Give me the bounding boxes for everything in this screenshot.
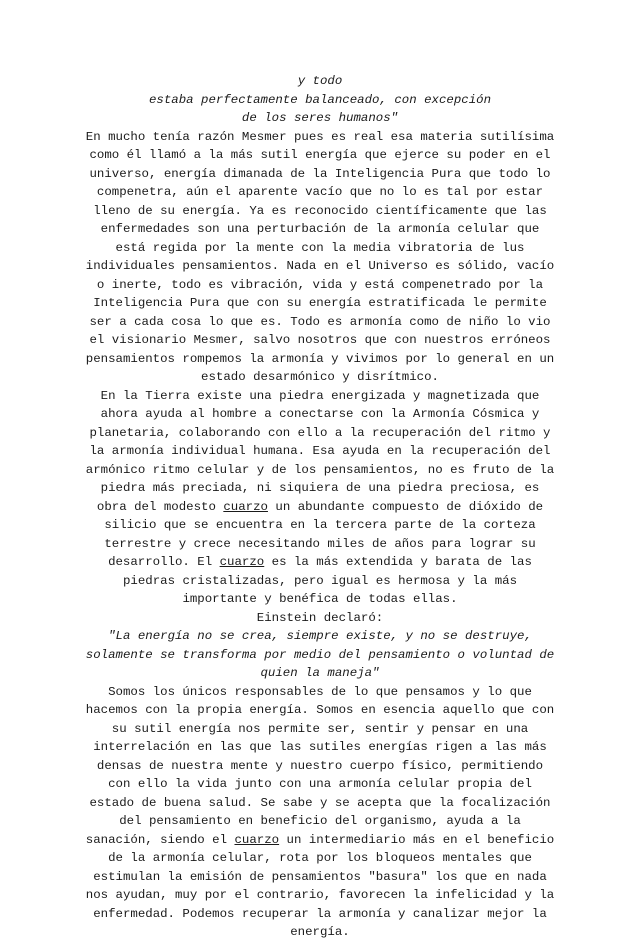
paragraph-text: un intermediario más en el beneficio de la armonía celular, rota por los bloqueos mentales que estimulan la emisión de pensamientos "basura" los que en nada nos ayudan, muy por el contrario, favorecen la infelicidad y la enfermedad. Podemos recuperar la armonía y canalizar mejor la energía.: [85, 832, 555, 939]
cuarzo-link[interactable]: cuarzo: [234, 832, 280, 847]
paragraph-text: es la más extendida y barata de las piedras cristalizadas, pero igual es hermosa y la más importante y benéfica de todas ellas.: [122, 555, 532, 606]
cuarzo-link[interactable]: cuarzo: [223, 499, 268, 514]
quote-line: de los seres humanos": [241, 111, 399, 125]
quote-line: estaba perfectamente balanceado, con excepción: [148, 92, 492, 107]
paragraph-text: Somos los únicos responsables de lo que pensamos y lo que hacemos con la propia energía. Somos en esencia aquello que con su sutil energía nos permite ser, sentir y pensar en una interrelación en las que las sutiles energías rigen a las más densas de nuestra mente y nuestro cuerpo físico, permitiendo con ello la vida junto con una armonía celular propia del estado de buena salud. Se sabe y se acepta que la focalización del pensamiento en beneficio del organismo, ayuda a la sanación, siendo el: [85, 684, 555, 847]
paragraph-mesmer: En mucho tenía razón Mesmer pues es real esa materia sutilísima como él llamó a la más sutil energía que ejerce su poder en el universo, energía dimanada de la Inteligencia Pura que todo lo compenetra, aún el aparente vacío que no lo es tal por estar lleno de su energía. Ya es reconocido científicamente que las enfermedades son una perturbación de la armonía celular que está regida por la mente con la media vibratoria de lus individuales pensamientos. Nada en el Universo es sólido, vacío o inerte, todo es vibración, vida y está compenetrado por la Inteligencia Pura que con su energía estratificada le permite ser a cada cosa lo que es. Todo es armonía como de niño lo vio el visionario Mesmer, salvo nosotros que con nuestros erróneos pensamientos rompemos la armonía y vivimos por lo general en un estado desarmónico y disrítmico.: [85, 129, 555, 384]
quote-line: "La energía no se crea, siempre existe, y no se destruye,: [108, 629, 532, 643]
einstein-heading: Einstein declaró:: [256, 610, 384, 625]
quote-line: quien la maneja": [260, 666, 380, 680]
quote-line: y todo: [297, 74, 343, 88]
paragraph-text: En la Tierra existe una piedra energizada y magnetizada que ahora ayuda al hombre a conectarse con la Armonía Cósmica y planetaria, colaborando con ello a la recuperación del ritmo y la armonía individual humana. Esa ayuda en la recuperación del armónico ritmo celular y de los pensamientos, no es fruto de la piedra más preciada, ni siquiera de una piedra preciosa, es obra del modesto: [85, 388, 555, 514]
paragraph-text: un abundante compuesto de dióxido de silicio que se encuentra en la tercera parte de la corteza terrestre y crece necesitando miles de años para lograr su desarrollo. El: [104, 499, 544, 569]
paragraph-energia: [84, 683, 556, 942]
quote-line: solamente se transforma por medio del pensamiento o voluntad de: [85, 647, 555, 662]
cuarzo-link[interactable]: cuarzo: [219, 555, 265, 569]
document-page: [84, 72, 556, 942]
paragraph-cuarzo: [84, 387, 556, 609]
